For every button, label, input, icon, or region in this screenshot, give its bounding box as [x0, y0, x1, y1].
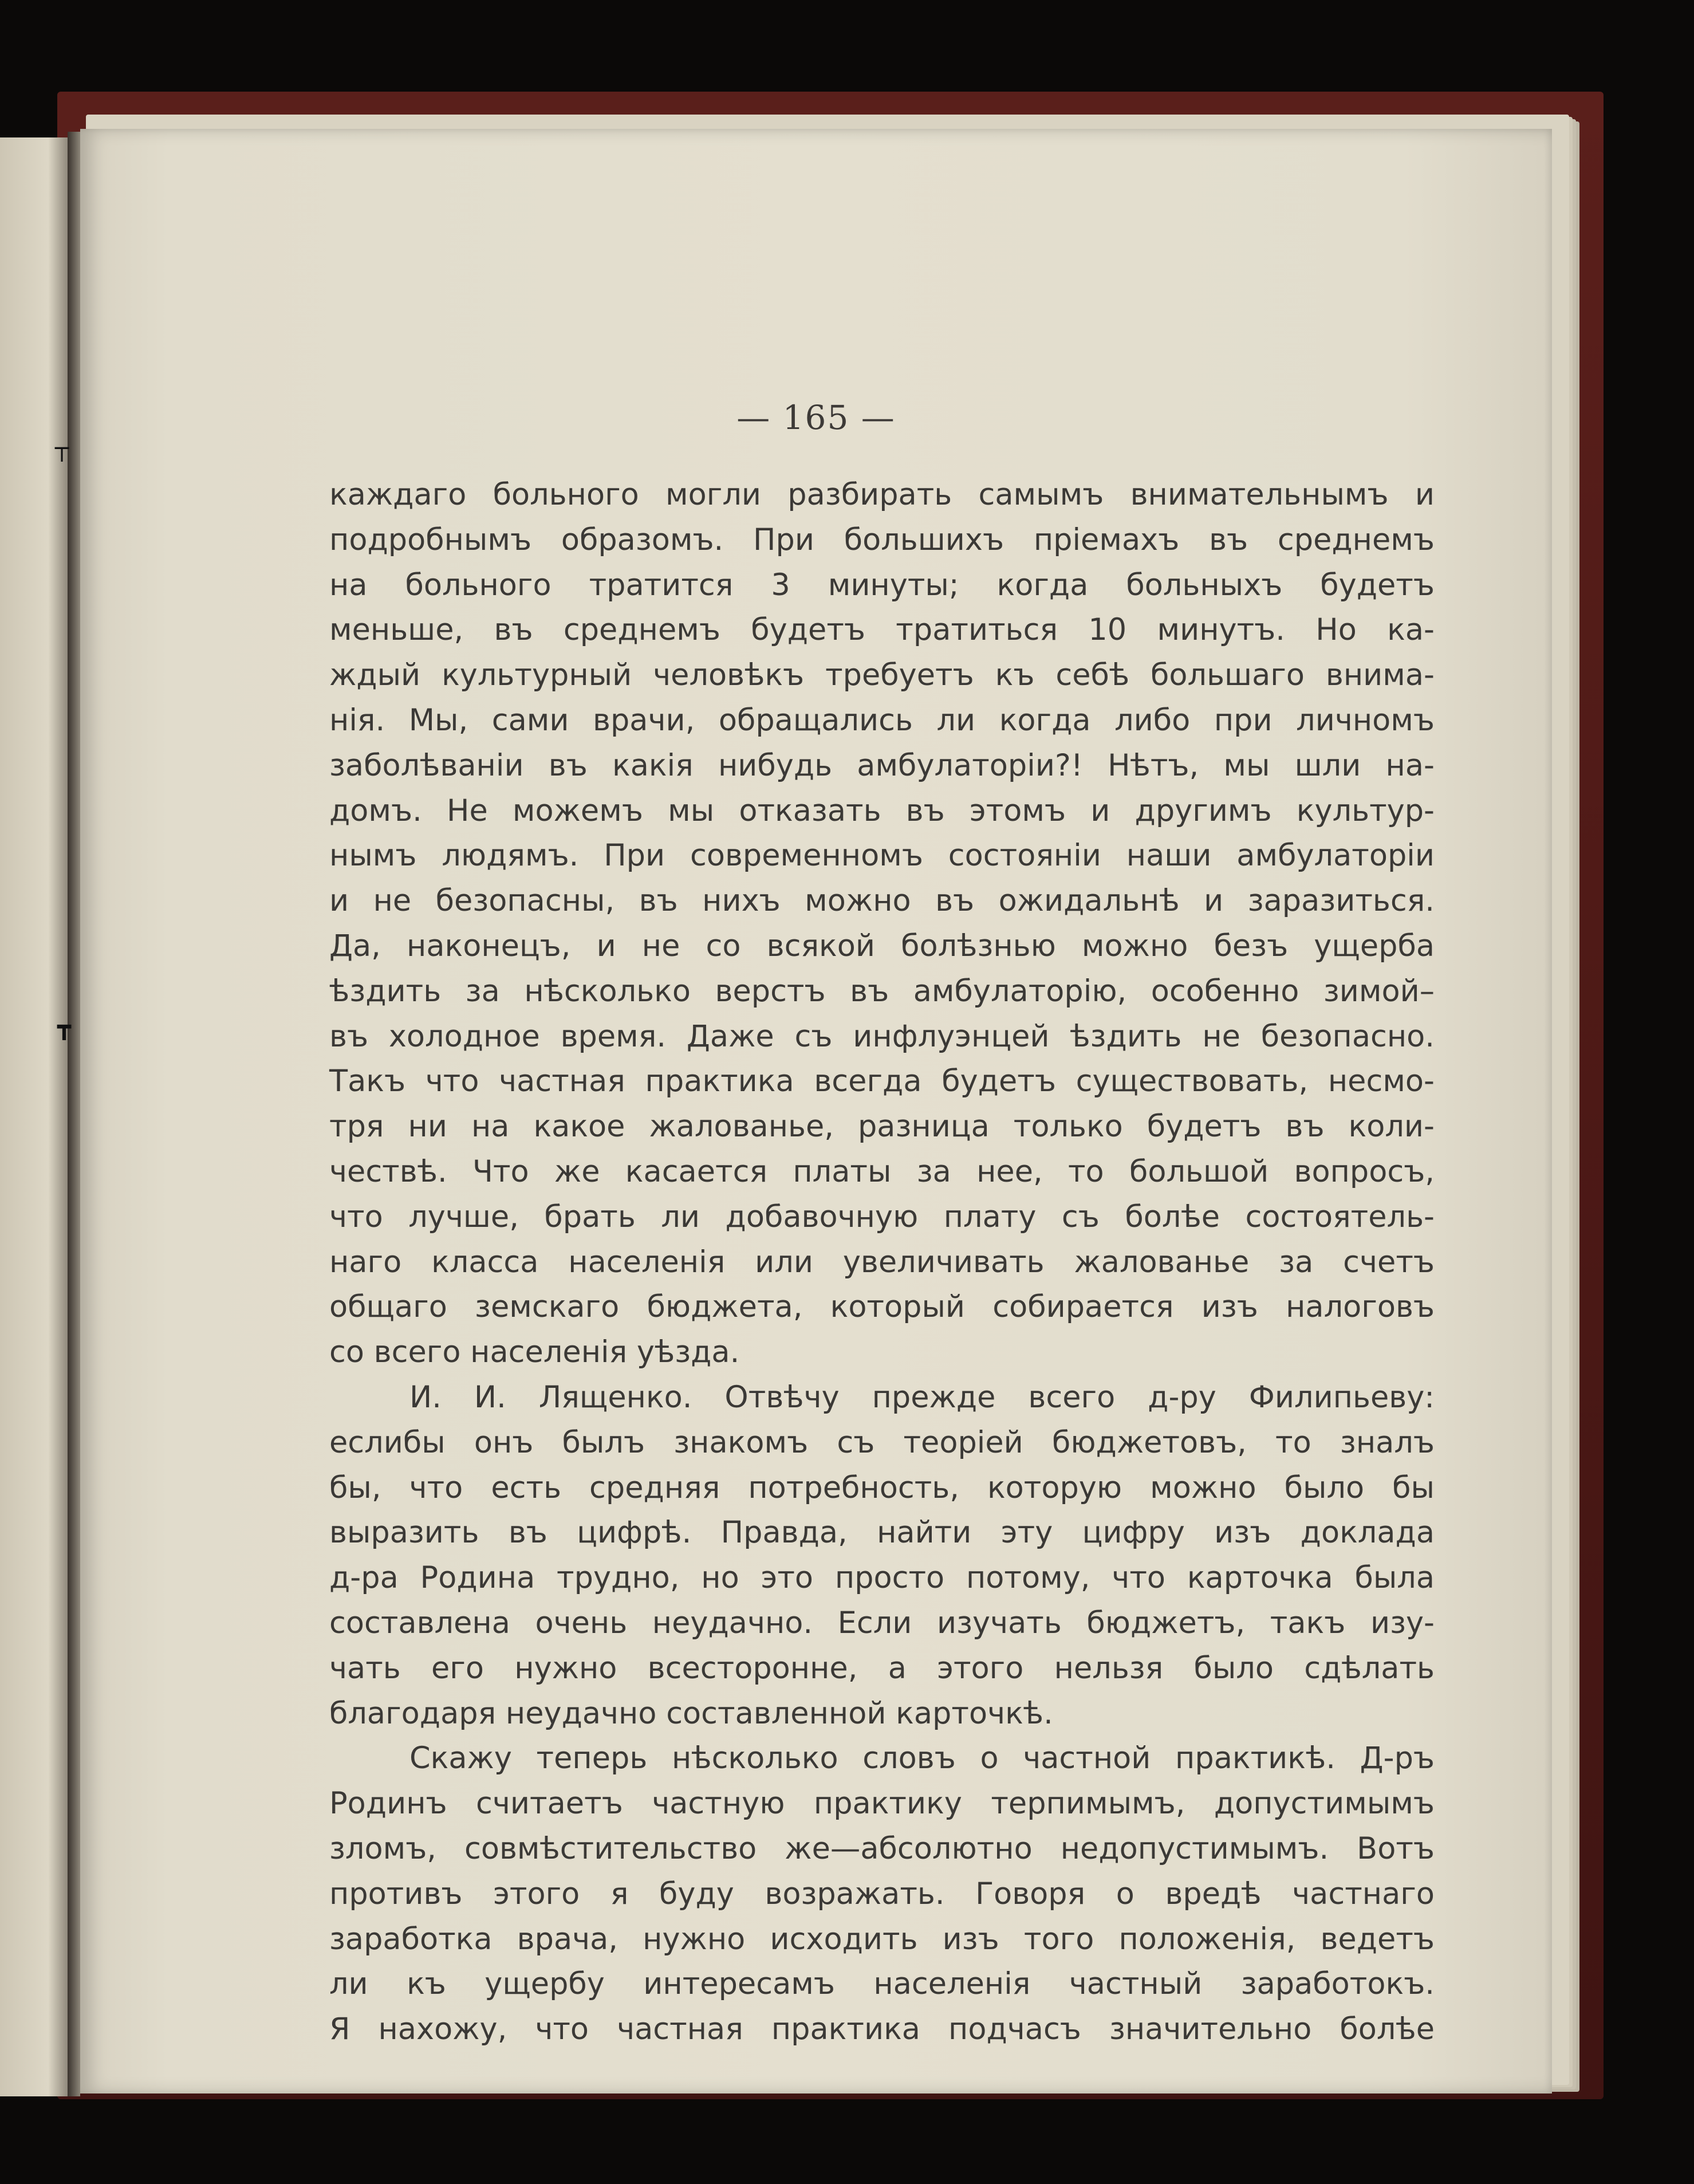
- text-line: Я нахожу, что частная практика подчасъ значительно болѣе: [329, 2012, 1435, 2047]
- text-line: чать его нужно всесторонне, а этого нельзя было сдѣлать: [329, 1650, 1435, 1686]
- text-line: еслибы онъ былъ знакомъ съ теоріей бюджетовъ, то зналъ: [329, 1424, 1435, 1460]
- text-line: зломъ, совмѣстительство же—абсолютно недопустимымъ. Вотъ: [329, 1831, 1435, 1866]
- text-line: наго класса населенія или увеличивать жалованье за счетъ: [329, 1244, 1435, 1280]
- margin-mark-icon: ┳: [57, 1014, 72, 1040]
- text-line: ѣздить за нѣсколько верстъ въ амбулаторію, особенно зимой–: [329, 973, 1435, 1009]
- text-line: каждаго больного могли разбирать самымъ внимательнымъ и: [329, 477, 1435, 512]
- text-line: Такъ что частная практика всегда будетъ существовать, несмо-: [329, 1064, 1435, 1099]
- text-line: домъ. Не можемъ мы отказать въ этомъ и другимъ культур-: [329, 793, 1435, 828]
- text-line: Родинъ считаетъ частную практику терпимымъ, допустимымъ: [329, 1786, 1435, 1821]
- margin-mark-icon: ┬: [55, 435, 69, 462]
- text-line: меньше, въ среднемъ будетъ тратиться 10 минутъ. Но ка-: [329, 612, 1435, 648]
- text-line: составлена очень неудачно. Если изучать бюджетъ, такъ изу-: [329, 1605, 1435, 1640]
- book-page: [80, 129, 1552, 2094]
- text-line: заработка врача, нужно исходить изъ того положенія, ведетъ: [329, 1921, 1435, 1957]
- text-line: И. И. Лященко. Отвѣчу прежде всего д-ру Филипьеву:: [409, 1379, 1435, 1415]
- text-line: и не безопасны, въ нихъ можно въ ожидальнѣ и заразиться.: [329, 883, 1435, 919]
- text-line: со всего населенія уѣзда.: [329, 1335, 740, 1370]
- text-line: Да, наконецъ, и не со всякой болѣзнью можно безъ ущерба: [329, 928, 1435, 963]
- text-line: тря ни на какое жалованье, разница только будетъ въ коли-: [329, 1109, 1435, 1144]
- left-page-edge: [0, 137, 72, 2096]
- text-line: что лучше, брать ли добавочную плату съ болѣе состоятель-: [329, 1199, 1435, 1234]
- text-line: ли къ ущербу интересамъ населенія частный заработокъ.: [329, 1966, 1435, 2002]
- text-line: ждый культурный человѣкъ требуетъ къ себѣ большаго внима-: [329, 658, 1435, 693]
- text-line: общаго земскаго бюджета, который собирается изъ налоговъ: [329, 1289, 1435, 1325]
- text-line: на больного тратится 3 минуты; когда больныхъ будетъ: [329, 567, 1435, 603]
- page-number: — 165 —: [736, 398, 896, 437]
- text-line: бы, что есть средняя потребность, которую можно было бы: [329, 1470, 1435, 1505]
- text-line: Скажу теперь нѣсколько словъ о частной практикѣ. Д-ръ: [409, 1741, 1435, 1776]
- text-line: въ холодное время. Даже съ инфлуэнцей ѣздить не безопасно.: [329, 1018, 1435, 1054]
- text-line: выразить въ цифрѣ. Правда, найти эту цифру изъ доклада: [329, 1515, 1435, 1551]
- text-line: подробнымъ образомъ. При большихъ пріемахъ въ среднемъ: [329, 522, 1435, 557]
- text-line: благодаря неудачно составленной карточкѣ.: [329, 1695, 1053, 1731]
- text-line: чествѣ. Что же касается платы за нее, то большой вопросъ,: [329, 1154, 1435, 1189]
- text-line: д-ра Родина трудно, но это просто потому, что карточка была: [329, 1560, 1435, 1596]
- text-line: заболѣваніи въ какія нибудь амбулаторіи?! Нѣтъ, мы шли на-: [329, 747, 1435, 783]
- text-line: нія. Мы, сами врачи, обращались ли когда либо при личномъ: [329, 702, 1435, 738]
- text-line: нымъ людямъ. При современномъ состояніи наши амбулаторіи: [329, 838, 1435, 873]
- text-line: противъ этого я буду возражать. Говоря о вредѣ частнаго: [329, 1876, 1435, 1911]
- page-text: [329, 473, 1435, 2052]
- book-gutter: [68, 132, 80, 2096]
